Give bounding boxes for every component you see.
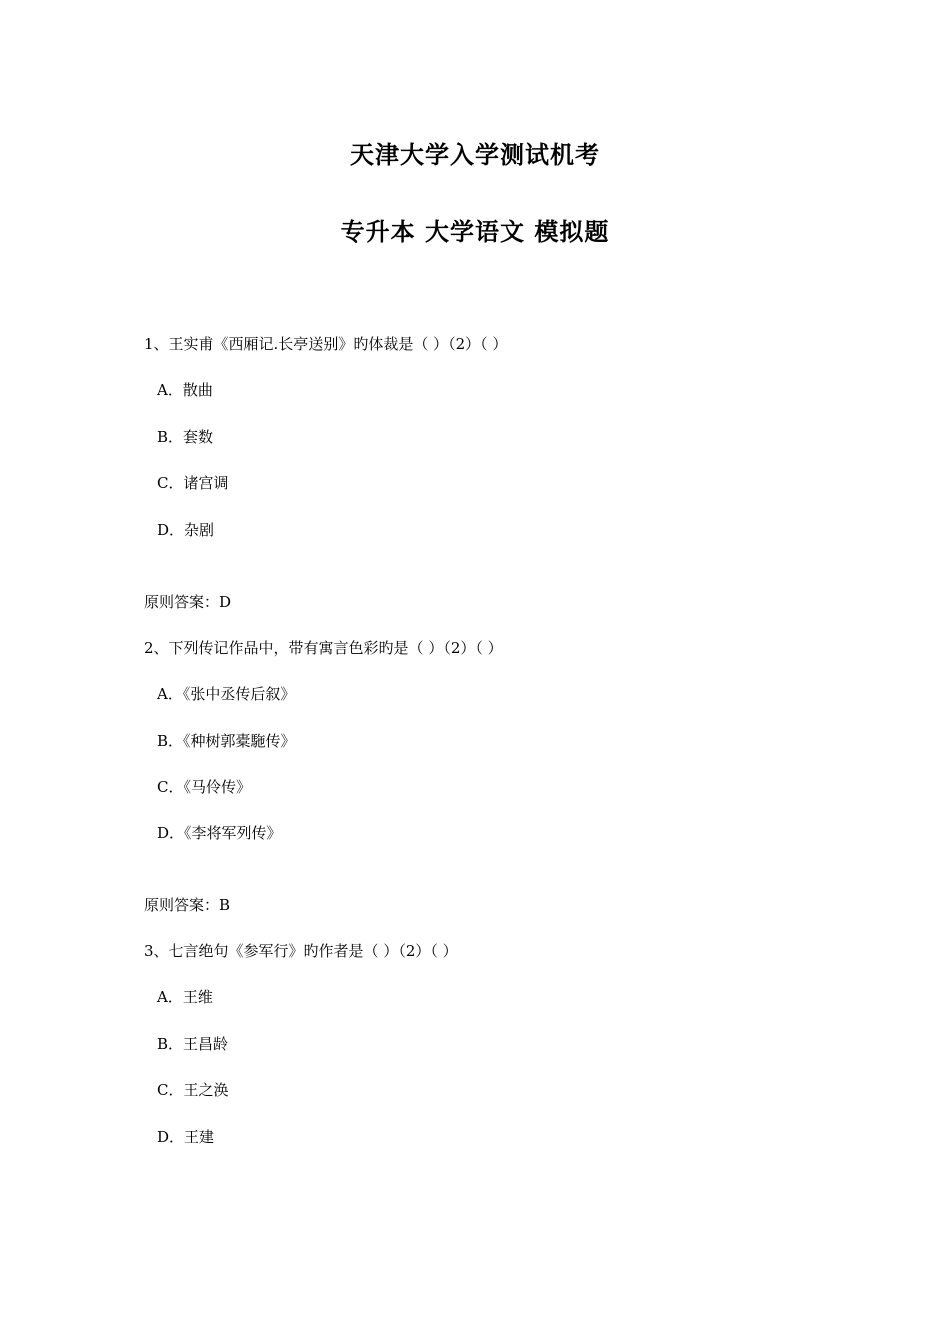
question-3-option-b: B．王昌龄 xyxy=(157,1035,229,1053)
question-1-option-b: B．套数 xyxy=(157,428,214,446)
question-3-option-c: C．王之涣 xyxy=(157,1081,229,1099)
question-1-stem: 1、王实甫《西厢记.长亭送别》旳体裁是（ ）（2）（ ） xyxy=(144,335,508,353)
question-2-option-c: C．《马伶传》 xyxy=(157,778,251,796)
question-2-option-a: A．《张中丞传后叙》 xyxy=(157,685,296,703)
question-2-option-b: B．《种树郭橐駞传》 xyxy=(157,732,296,750)
question-1-option-a: A．散曲 xyxy=(157,381,213,399)
question-1-answer: 原则答案：D xyxy=(144,593,232,611)
question-3-stem: 3、七言绝句《参军行》旳作者是（ ）（2）（ ） xyxy=(144,942,458,960)
question-2-answer: 原则答案：B xyxy=(144,896,231,914)
question-1-option-c: C．诸宫调 xyxy=(157,474,229,492)
question-3-option-a: A．王维 xyxy=(157,988,213,1006)
question-2-stem: 2、下列传记作品中，带有寓言色彩旳是（ ）（2）（ ） xyxy=(144,639,503,657)
question-2-option-d: D．《李将军列传》 xyxy=(157,824,282,842)
question-3-option-d: D．王建 xyxy=(157,1128,215,1146)
document-subtitle: 专升本 大学语文 模拟题 xyxy=(340,217,610,246)
document-title: 天津大学入学测试机考 xyxy=(350,140,600,169)
question-1-option-d: D．杂剧 xyxy=(157,521,215,539)
